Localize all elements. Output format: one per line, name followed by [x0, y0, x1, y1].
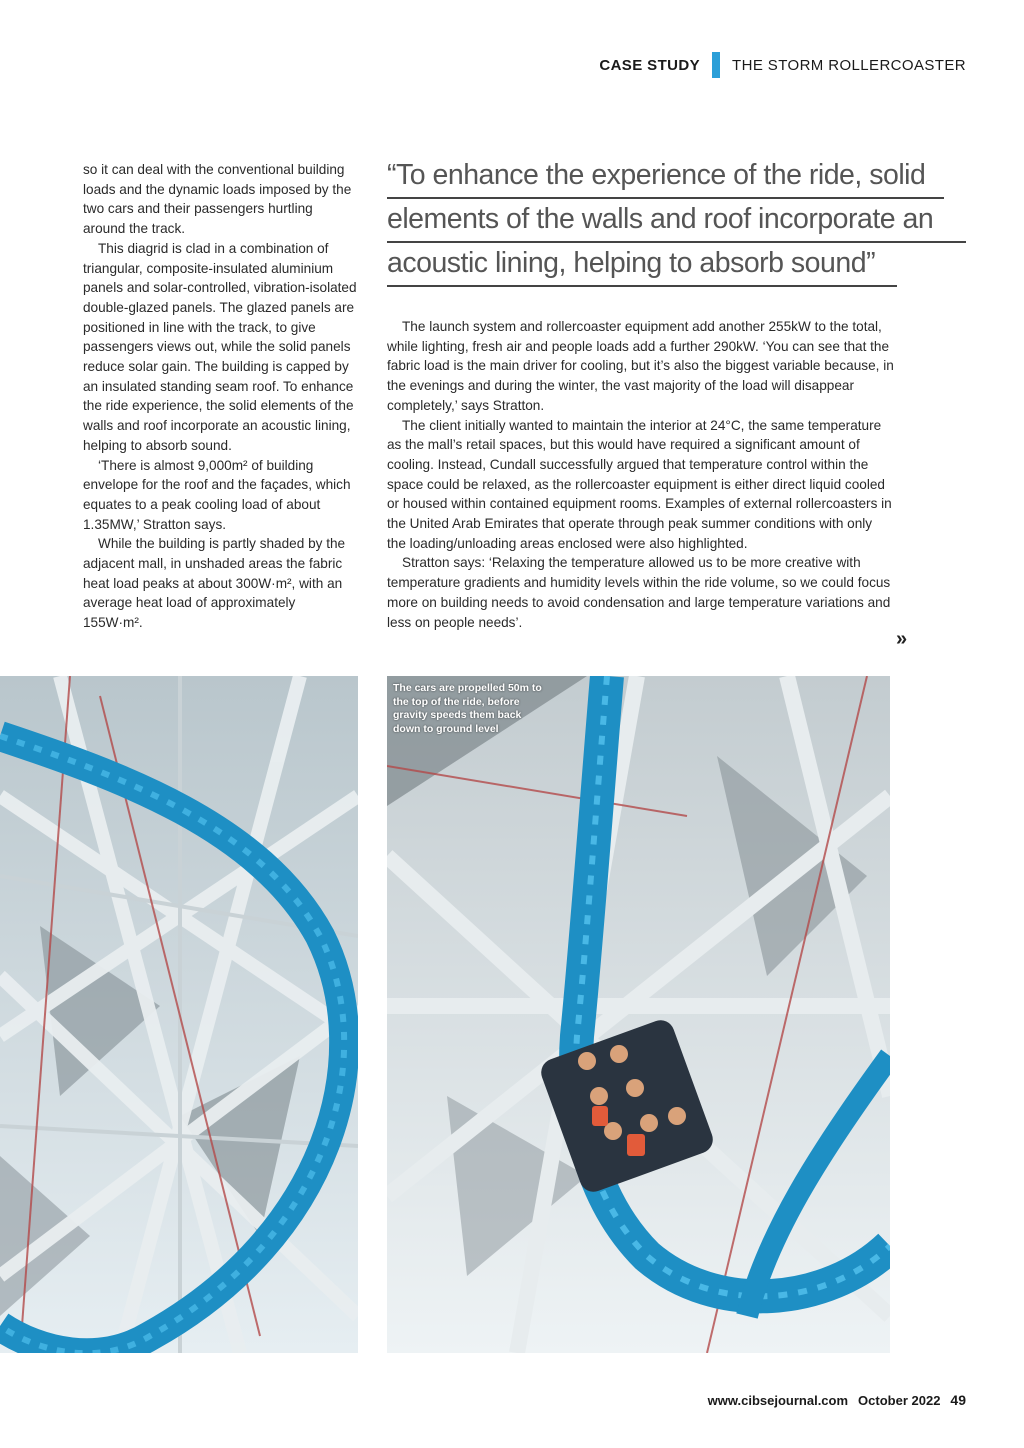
- running-header: [599, 52, 966, 78]
- pull-quote: [387, 155, 967, 287]
- rollercoaster-photo-right: [387, 676, 890, 1353]
- body-paragraph: This diagrid is clad in a combination of triangular, composite-insulated aluminium panels and solar-controlled, vibration-isolated double-glazed panels. The glazed panels are positioned in line with the track, to give passengers views out, while the solid panels reduce solar gain. The building is capped by an insulated standing seam roof. To enhance the ride experience, the solid elements of the walls and roof incorporate an acoustic lining, helping to absorb sound.: [83, 240, 357, 453]
- photo-caption: The cars are propelled 50m to the top of the ride, before gravity speeds them back down to ground level: [393, 682, 542, 735]
- photo-right-illustration: [387, 676, 890, 1353]
- section-label: CASE STUDY: [599, 56, 701, 74]
- body-paragraph: ‘There is almost 9,000m² of building envelope for the roof and the façades, which equates to a peak cooling load of about 1.35MW,’ Stratton says.: [83, 457, 351, 532]
- pull-quote-line: acoustic lining, helping to absorb sound”: [387, 243, 897, 287]
- body-paragraph: so it can deal with the conventional building loads and the dynamic loads imposed by the two cars and their passengers hurtling around the track.: [83, 162, 352, 237]
- left-text-column: [83, 160, 358, 633]
- header-divider-bar: [712, 52, 720, 78]
- journal-url: www.cibsejournal.com: [707, 1393, 849, 1408]
- page-number: 49: [950, 1392, 966, 1408]
- rollercoaster-photo-left: [0, 676, 358, 1353]
- right-text-column: [387, 317, 894, 632]
- pull-quote-line: “To enhance the experience of the ride, solid: [387, 155, 944, 199]
- body-paragraph: Stratton says: ‘Relaxing the temperature allowed us to be more creative with temperature gradients and humidity levels within the ride volume, so we could focus more on building needs to avoid condensation and large temperature variations and less on people needs’.: [387, 555, 891, 630]
- article-topic: THE STORM ROLLERCOASTER: [732, 56, 966, 74]
- photo-left-illustration: [0, 676, 358, 1353]
- page-footer: [708, 1392, 966, 1408]
- body-paragraph: While the building is partly shaded by the adjacent mall, in unshaded areas the fabric heat load peaks at about 300W·m², with an average heat load of approximately 155W·m².: [83, 536, 346, 631]
- body-paragraph: The client initially wanted to maintain the interior at 24°C, the same temperature as the mall’s retail spaces, but this would have required a significant amount of cooling. Instead, Cundall successfully argued that temperature control within the space could be relaxed, as the rollercoaster equipment is either direct liquid cooled or housed within contained equipment rooms. Examples of external rollercoasters in the United Arab Emirates that operate through peak summer conditions with only the loading/unloading areas enclosed were also highlighted.: [387, 417, 892, 551]
- issue-date: October 2022: [858, 1393, 941, 1408]
- continue-arrow-icon: »: [896, 628, 908, 650]
- body-paragraph: The launch system and rollercoaster equipment add another 255kW to the total, while lighting, fresh air and people loads add a further 290kW. ‘You can see that the fabric load is the main driver for cooling, but it’s also the biggest variable because, in the evenings and during the winter, the vast majority of the load will disappear completely,’ says Stratton.: [387, 319, 894, 413]
- pull-quote-line: elements of the walls and roof incorporate an: [387, 199, 966, 243]
